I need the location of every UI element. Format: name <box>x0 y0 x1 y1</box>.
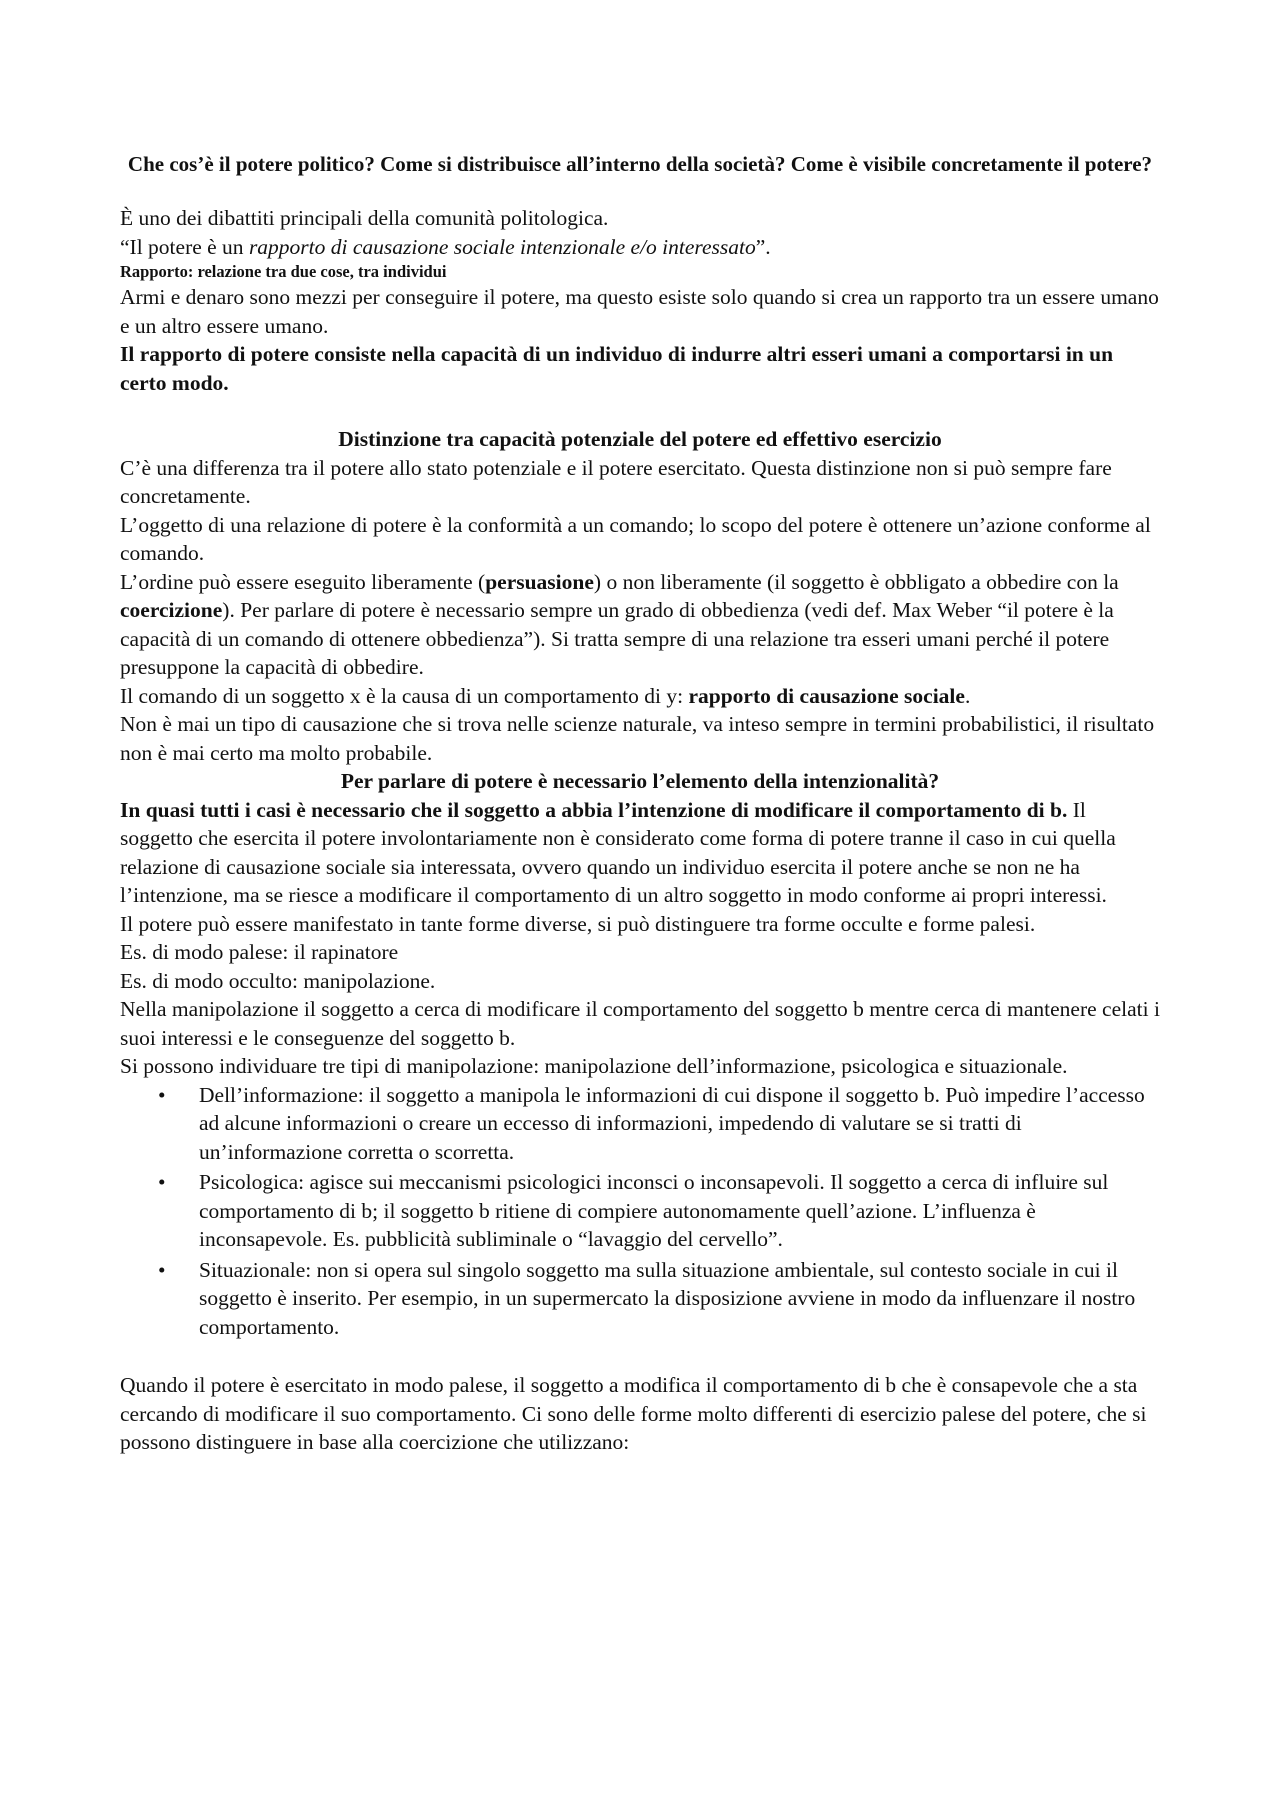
paragraph-closing: Quando il potere è esercitato in modo palese, il soggetto a modifica il comportamento di b che è consapevole che a sta cercando di modificare il suo comportamento. Ci sono delle forme molto differenti di esercizio palese del potere, che si possono distinguere in base alla coercizione che utilizzano: <box>120 1373 1147 1454</box>
list-item-text: Dell’informazione: il soggetto a manipola le informazioni di cui dispone il soggetto b. Può impedire l’accesso ad alcune informazioni o creare un eccesso di informazioni, impedendo di valutare se si tratti di un’informazione corretta o scorretta. <box>199 1082 1145 1164</box>
list-item <box>158 1256 1160 1342</box>
intro-line: È uno dei dibattiti principali della comunità politologica. <box>120 206 609 230</box>
term-causazione-sociale: rapporto di causazione sociale <box>688 683 965 708</box>
text-run: ) o non liberamente (il soggetto è obbligato a obbedire con la <box>593 569 1119 594</box>
text-run: Il comando di un soggetto x è la causa di un comportamento di y: <box>120 683 689 708</box>
list-item <box>158 1081 1160 1167</box>
paragraph-manipulation: Nella manipolazione il soggetto a cerca di modificare il comportamento del soggetto b mentre cerca di mantenere celati i suoi interessi e le conseguenze del soggetto b. <box>120 997 1160 1050</box>
page-title: Che cos’è il potere politico? Come si distribuisce all’interno della società? Come è visibile concretamente il potere? <box>127 152 1153 176</box>
term-persuasione: persuasione <box>485 569 594 594</box>
means-paragraph: Armi e denaro sono mezzi per conseguire il potere, ma questo esiste solo quando si crea un rapporto tra un essere umano e un altro essere umano. <box>120 285 1159 338</box>
spacer <box>120 1343 1160 1371</box>
section-heading-potential: Distinzione tra capacità potenziale del potere ed effettivo esercizio <box>338 427 942 451</box>
paragraph-intention <box>120 796 1160 910</box>
list-item <box>158 1168 1160 1254</box>
bullet-icon: • <box>158 1170 166 1194</box>
bullet-icon: • <box>158 1257 166 1282</box>
bold-lead: In quasi tutti i casi è necessario che il soggetto a abbia l’intenzione di modificare il comportamento di b. <box>120 797 1068 822</box>
paragraph-forms: Il potere può essere manifestato in tante forme diverse, si può distinguere tra forme occulte e forme palesi. <box>120 911 1036 936</box>
bullet-icon: • <box>158 1082 166 1107</box>
text-run: ). Per parlare di potere è necessario sempre un grado di obbedienza (vedi def. Max Weber “il potere è la capacità di un comando di ottenere obbedienza”). Si tratta sempre di una relazione tra esseri umani perché il potere presuppone la capacità di obbedire. <box>120 598 1114 679</box>
text-run: Il soggetto che esercita il potere involontariamente non è considerato come forma di potere tranne il caso in cui quella relazione di causazione sociale sia interessata, ovvero quando un individuo esercita il potere anche se non ne ha l’intenzione, ma se riesce a modificare il comportamento di un altro soggetto in modo conforme ai propri interessi. <box>120 797 1116 907</box>
term-coercizione: coercizione <box>120 598 223 622</box>
text-run: L’ordine può essere eseguito liberamente ( <box>120 569 486 594</box>
spacer <box>120 397 1160 425</box>
paragraph-order <box>120 568 1160 682</box>
quote-italic: rapporto di causazione sociale intenzionale e/o interessato <box>248 234 756 259</box>
paragraph-difference: C’è una differenza tra il potere allo stato potenziale e il potere esercitato. Questa distinzione non si può sempre fare concretamente. <box>120 455 1112 508</box>
text-run: . <box>964 683 971 708</box>
manipulation-types-list <box>120 1081 1160 1342</box>
paragraph-types: Si possono individuare tre tipi di manipolazione: manipolazione dell’informazione, psicologica e situazionale. <box>120 1054 1068 1078</box>
example-palese: Es. di modo palese: il rapinatore <box>120 940 399 964</box>
list-item-text: Situazionale: non si opera sul singolo soggetto ma sulla situazione ambientale, sul contesto sociale in cui il soggetto è inserito. Per esempio, in un supermercato la disposizione avviene in modo da influenzare il nostro comportamento. <box>199 1257 1136 1339</box>
power-definition-quote <box>120 233 1160 262</box>
paragraph-command <box>120 682 1160 711</box>
quote-prefix: “Il potere è un <box>120 234 249 259</box>
paragraph-probabilistic: Non è mai un tipo di causazione che si trova nelle scienze naturale, va inteso sempre in termini probabilistici, il risultato non è mai certo ma molto probabile. <box>120 712 1155 765</box>
quote-suffix: ”. <box>755 234 771 259</box>
paragraph-object: L’oggetto di una relazione di potere è la conformità a un comando; lo scopo del potere è ottenere un’azione conforme al comando. <box>120 512 1151 565</box>
document-page <box>120 150 1160 1457</box>
bold-statement: Il rapporto di potere consiste nella capacità di un individuo di indurre altri esseri umani a comportarsi in un certo modo. <box>120 342 1114 395</box>
rapporto-definition: Rapporto: relazione tra due cose, tra individui <box>120 262 447 281</box>
list-item-text: Psicologica: agisce sui meccanismi psicologici inconsci o inconsapevoli. Il soggetto a cerca di influire sul comportamento di b; il soggetto b ritiene di compiere autonomamente quell’azione. L’influenza è inconsapevole. Es. pubblicità subliminale o “lavaggio del cervello”. <box>199 1170 1109 1251</box>
section-heading-intentionality: Per parlare di potere è necessario l’elemento della intenzionalità? <box>340 769 940 793</box>
example-occulto: Es. di modo occulto: manipolazione. <box>120 968 436 993</box>
